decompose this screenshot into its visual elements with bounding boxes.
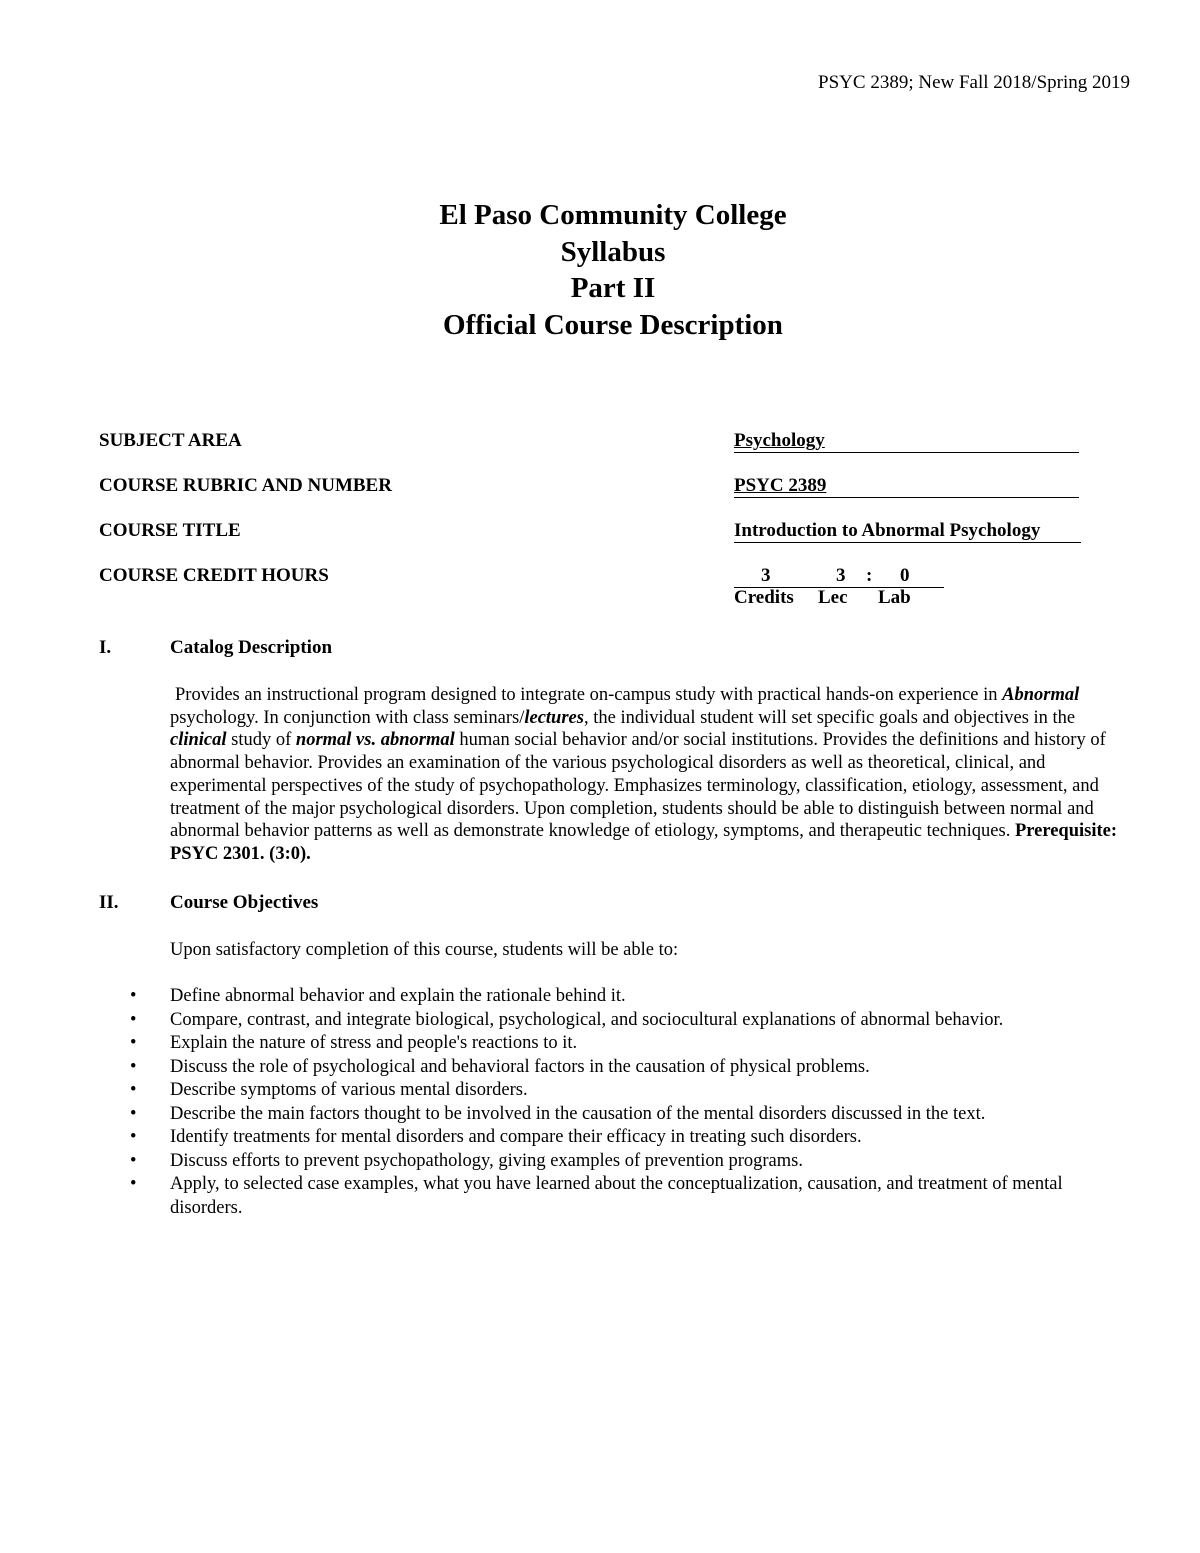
course-title-label: COURSE TITLE	[99, 520, 241, 541]
bullet-icon: •	[130, 1103, 137, 1124]
prerequisite: Prerequisite: PSYC 2301. (3:0).	[170, 821, 1118, 864]
title-official-description: Official Course Description	[443, 308, 783, 341]
bullet-icon: •	[130, 1056, 137, 1077]
objective-text: Describe the main factors thought to be involved in the causation of the mental disorders discussed in the text.	[170, 1103, 986, 1124]
objective-item	[130, 1032, 1130, 1056]
bullet-icon: •	[130, 1080, 137, 1100]
credit-separator: :	[866, 565, 873, 586]
objective-item	[130, 1150, 1130, 1174]
bullet-icon: •	[130, 1009, 137, 1030]
objective-text: Apply, to selected case examples, what you have learned about the conceptualization, causation, and treatment of mental disorders.	[170, 1174, 1063, 1218]
course-title-text: Introduction to Abnormal Psychology	[734, 520, 1041, 541]
catalog-emphasis-lectures: lectures	[524, 707, 584, 728]
page-header-course-term: PSYC 2389; New Fall 2018/Spring 2019	[818, 72, 1130, 93]
section-number: I.	[99, 637, 112, 658]
objective-item	[130, 1103, 1130, 1127]
section-number: II.	[99, 892, 119, 913]
objective-item	[130, 1126, 1130, 1150]
course-title-value	[734, 520, 1081, 543]
objective-text: Identify treatments for mental disorders and compare their efficacy in treating such disorders.	[170, 1127, 862, 1147]
bullet-icon: •	[130, 1033, 137, 1053]
document-title	[0, 197, 1200, 343]
lec-value: 3	[836, 565, 846, 586]
lab-value: 0	[900, 565, 910, 586]
objective-item	[130, 1009, 1130, 1033]
course-rubric-text: PSYC 2389	[734, 475, 827, 496]
credits-value: 3	[761, 565, 771, 586]
title-college: El Paso Community College	[439, 199, 787, 231]
subject-area-label: SUBJECT AREA	[99, 430, 242, 451]
catalog-description-text	[170, 684, 1120, 866]
catalog-text-part-4: study of	[226, 730, 296, 751]
lab-label: Lab	[878, 587, 911, 608]
catalog-text-part-2: psychology. In conjunction with class seminars/	[170, 707, 525, 728]
catalog-emphasis-clinical: clinical	[170, 730, 227, 751]
bullet-icon: •	[130, 1174, 137, 1194]
section-title: Course Objectives	[170, 892, 319, 913]
catalog-emphasis-normal-vs-abnormal: normal vs. abnormal	[295, 730, 455, 751]
objective-item	[130, 985, 1130, 1009]
section-title: Catalog Description	[170, 637, 333, 658]
course-rubric-value	[734, 475, 1079, 498]
credits-label: Credits	[734, 587, 794, 608]
objectives-intro: Upon satisfactory completion of this course, students will be able to:	[170, 940, 679, 960]
catalog-text-part-3: , the individual student will set specific goals and objectives in the	[583, 707, 1076, 728]
credit-hours-label: COURSE CREDIT HOURS	[99, 565, 329, 586]
catalog-emphasis-abnormal: Abnormal	[1002, 685, 1080, 705]
objective-text: Explain the nature of stress and people's reactions to it.	[170, 1033, 578, 1053]
objective-item	[130, 1056, 1130, 1080]
objective-text: Define abnormal behavior and explain the rationale behind it.	[170, 986, 626, 1006]
title-part: Part II	[570, 272, 656, 304]
objective-item	[130, 1173, 1130, 1220]
bullet-icon: •	[130, 1127, 137, 1147]
course-rubric-label: COURSE RUBRIC AND NUMBER	[99, 475, 392, 496]
bullet-icon: •	[130, 1150, 137, 1171]
objective-text: Discuss the role of psychological and behavioral factors in the causation of physical problems.	[170, 1056, 870, 1077]
catalog-text-part-5: human social behavior and/or social institutions. Provides the definitions and history of abnormal behavior. Provides an examination of the various psychological disorders as well as theoretical, clinical, and experimental perspectives of the study of psychopathology. Emphasizes terminology, classification, etiology, assessment, and treatment of the major psychological disorders. Upon completion, students should be able to distinguish between normal and abnormal behavior patterns as well as demonstrate knowledge of etiology, symptoms, and therapeutic techniques.	[170, 730, 1106, 842]
objectives-list	[130, 985, 1130, 1220]
title-syllabus: Syllabus	[560, 235, 666, 268]
credit-hours-values	[734, 565, 944, 588]
subject-area-text: Psychology	[734, 430, 825, 451]
subject-area-value	[734, 430, 1079, 453]
catalog-text-part-1: Provides an instructional program designed to integrate on-campus study with practical hands-on experience in	[175, 685, 998, 705]
objective-text: Describe symptoms of various mental disorders.	[170, 1080, 528, 1100]
objective-text: Discuss efforts to prevent psychopathology, giving examples of prevention programs.	[170, 1150, 803, 1171]
objective-item	[130, 1079, 1130, 1103]
objective-text: Compare, contrast, and integrate biological, psychological, and sociocultural explanations of abnormal behavior.	[170, 1009, 1004, 1030]
bullet-icon: •	[130, 986, 137, 1006]
lec-label: Lec	[818, 587, 848, 608]
